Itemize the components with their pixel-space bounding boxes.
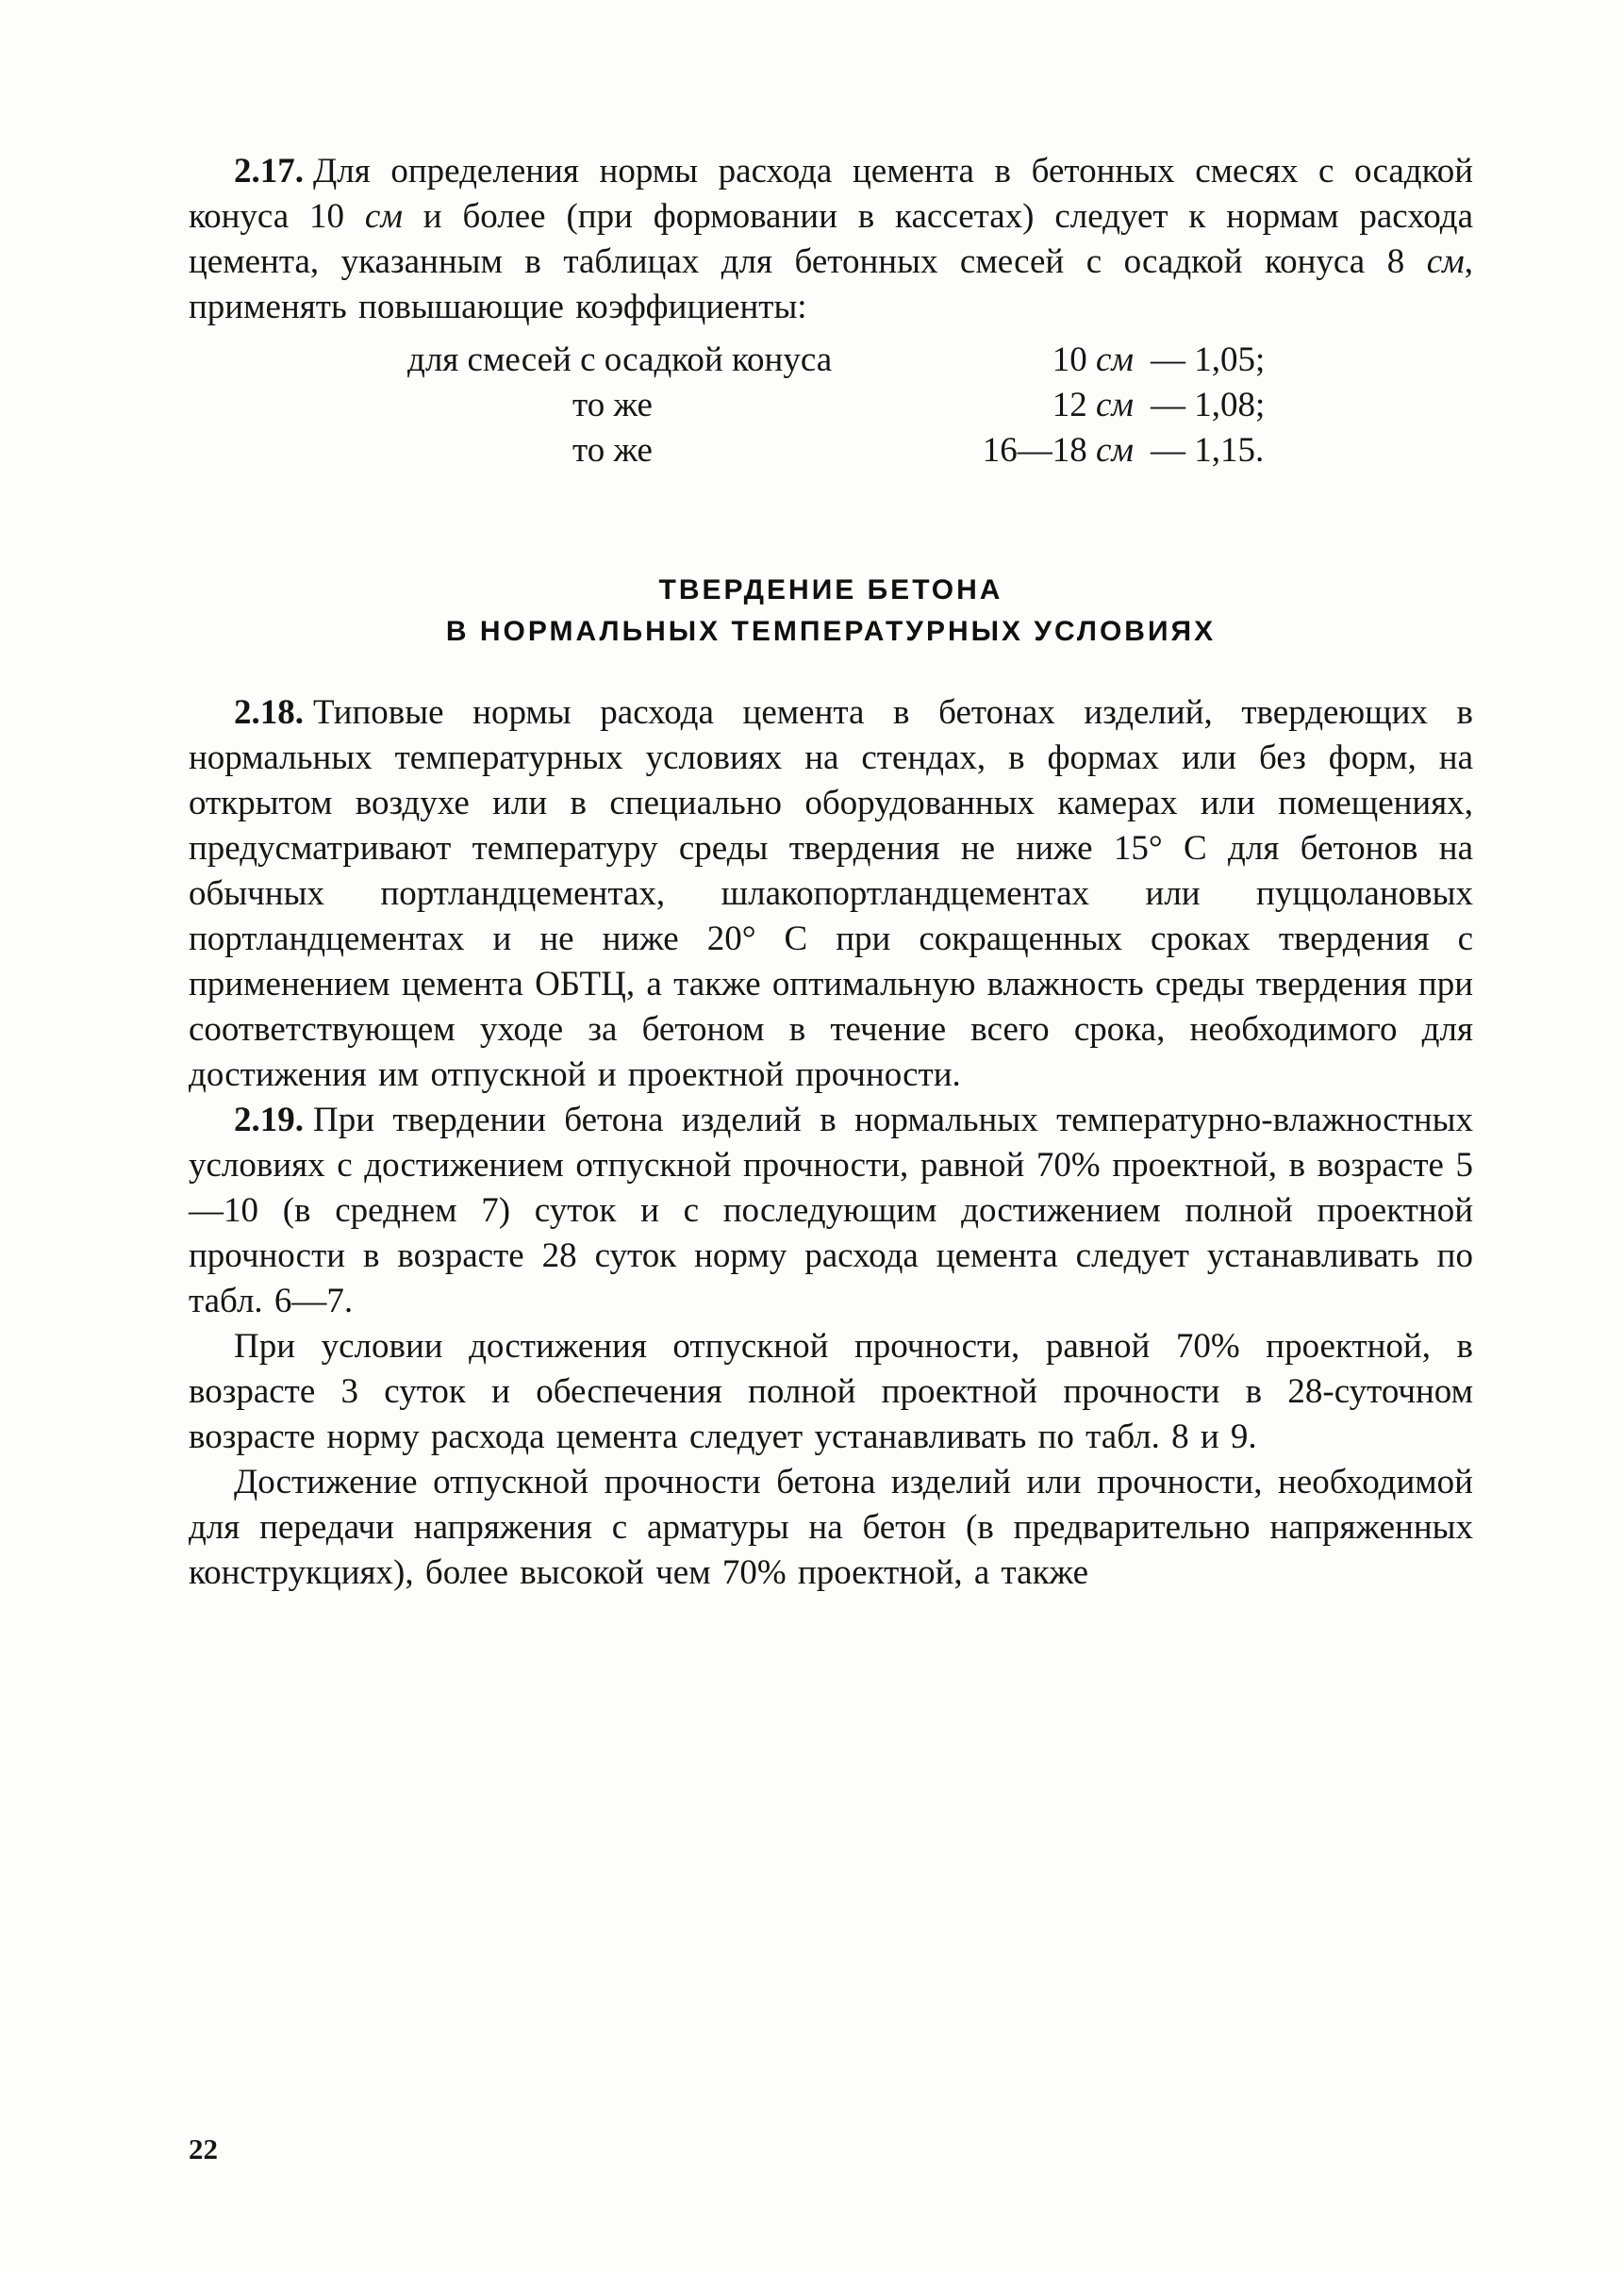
row-label: то же — [572, 386, 653, 424]
clause-text: Для определения нормы расхода цемента в бетонных смесях с осадкой конуса 10 — [189, 152, 1473, 236]
paragraph-attainment — [189, 1460, 1473, 1596]
clause-number-2-17: 2.17. — [234, 152, 304, 191]
row-value: — 1,15. — [1151, 431, 1265, 470]
page-number: 22 — [189, 2132, 218, 2165]
row-size — [931, 383, 1134, 428]
paragraph-2-18 — [189, 690, 1473, 1098]
clause-text: и более (при формовании в кассетах) следует к нормам расхода цемента, указанным в таблицах для бетонных смесей с осадкой конуса 8 — [189, 197, 1473, 281]
section-heading — [189, 570, 1473, 653]
cm-unit-italic: см — [1095, 431, 1134, 470]
row-value: — 1,05; — [1151, 340, 1266, 379]
row-label: то же — [572, 431, 653, 470]
cm-unit-italic: см — [364, 197, 403, 236]
coefficient-row — [407, 338, 1266, 383]
cm-unit-italic: см — [1426, 242, 1465, 281]
section-heading-line-2: В НОРМАЛЬНЫХ ТЕМПЕРАТУРНЫХ УСЛОВИЯХ — [445, 616, 1217, 647]
size-number: 16—18 — [982, 431, 1096, 470]
size-number: 12 — [1052, 386, 1096, 424]
clause-text: , применять повышающие коэффициенты: — [189, 242, 1473, 326]
coefficient-row — [407, 428, 1266, 473]
row-value: — 1,08; — [1151, 386, 1266, 424]
paragraph-condition — [189, 1324, 1473, 1460]
page-content — [189, 149, 1473, 1596]
cm-unit-italic: см — [1095, 386, 1134, 424]
clause-text: Достижение отпускной прочности бетона изделий или прочности, необходимой для передачи напряжения с арматуры на бетон (в предварительно напряженных конструкциях), более высокой чем 70% проектной, а также — [189, 1463, 1473, 1592]
clause-text: Типовые нормы расхода цемента в бетонах изделий, твердеющих в нормальных температурных условиях на стендах, в формах или без форм, на открытом воздухе или в специально оборудованных камерах или помещениях, предусматривают температуру среды твердения не ниже 15° С для бетонов на обычных портландцементах, шлакопортландцементах или пуццолановых портландцементах и не ниже 20° С при сокращенных сроках твердения с применением цемента ОБТЦ, а также оптимальную влажность среды твердения при соответствующем уходе за бетоном в течение всего срока, необходимого для достижения им отпускной и проектной прочности. — [189, 693, 1473, 1094]
clause-number-2-19: 2.19. — [234, 1101, 304, 1139]
clause-number-2-18: 2.18. — [234, 693, 304, 732]
paragraph-2-17 — [189, 149, 1473, 330]
size-number: 10 — [1052, 340, 1096, 379]
clause-text: При твердении бетона изделий в нормальных температурно-влажностных условиях с достижением отпускной прочности, равной 70% проектной, в возрасте 5—10 (в среднем 7) суток и с последующим достижением полной проектной прочности в возрасте 28 суток норму расхода цемента следует устанавливать по табл. 6—7. — [189, 1101, 1473, 1320]
cm-unit-italic: см — [1095, 340, 1134, 379]
clause-text: При условии достижения отпускной прочности, равной 70% проектной, в возрасте 3 суток и обеспечения полной проектной прочности в 28-суточном возрасте норму расхода цемента следует устанавливать по табл. 8 и 9. — [189, 1327, 1473, 1456]
row-size — [931, 338, 1134, 383]
coefficient-row — [407, 383, 1266, 428]
paragraph-2-19 — [189, 1098, 1473, 1324]
row-label: для смесей с осадкой конуса — [407, 340, 833, 379]
section-heading-line-1: ТВЕРДЕНИЕ БЕТОНА — [658, 574, 1003, 605]
row-size — [931, 428, 1134, 473]
coefficient-list — [407, 338, 1266, 473]
